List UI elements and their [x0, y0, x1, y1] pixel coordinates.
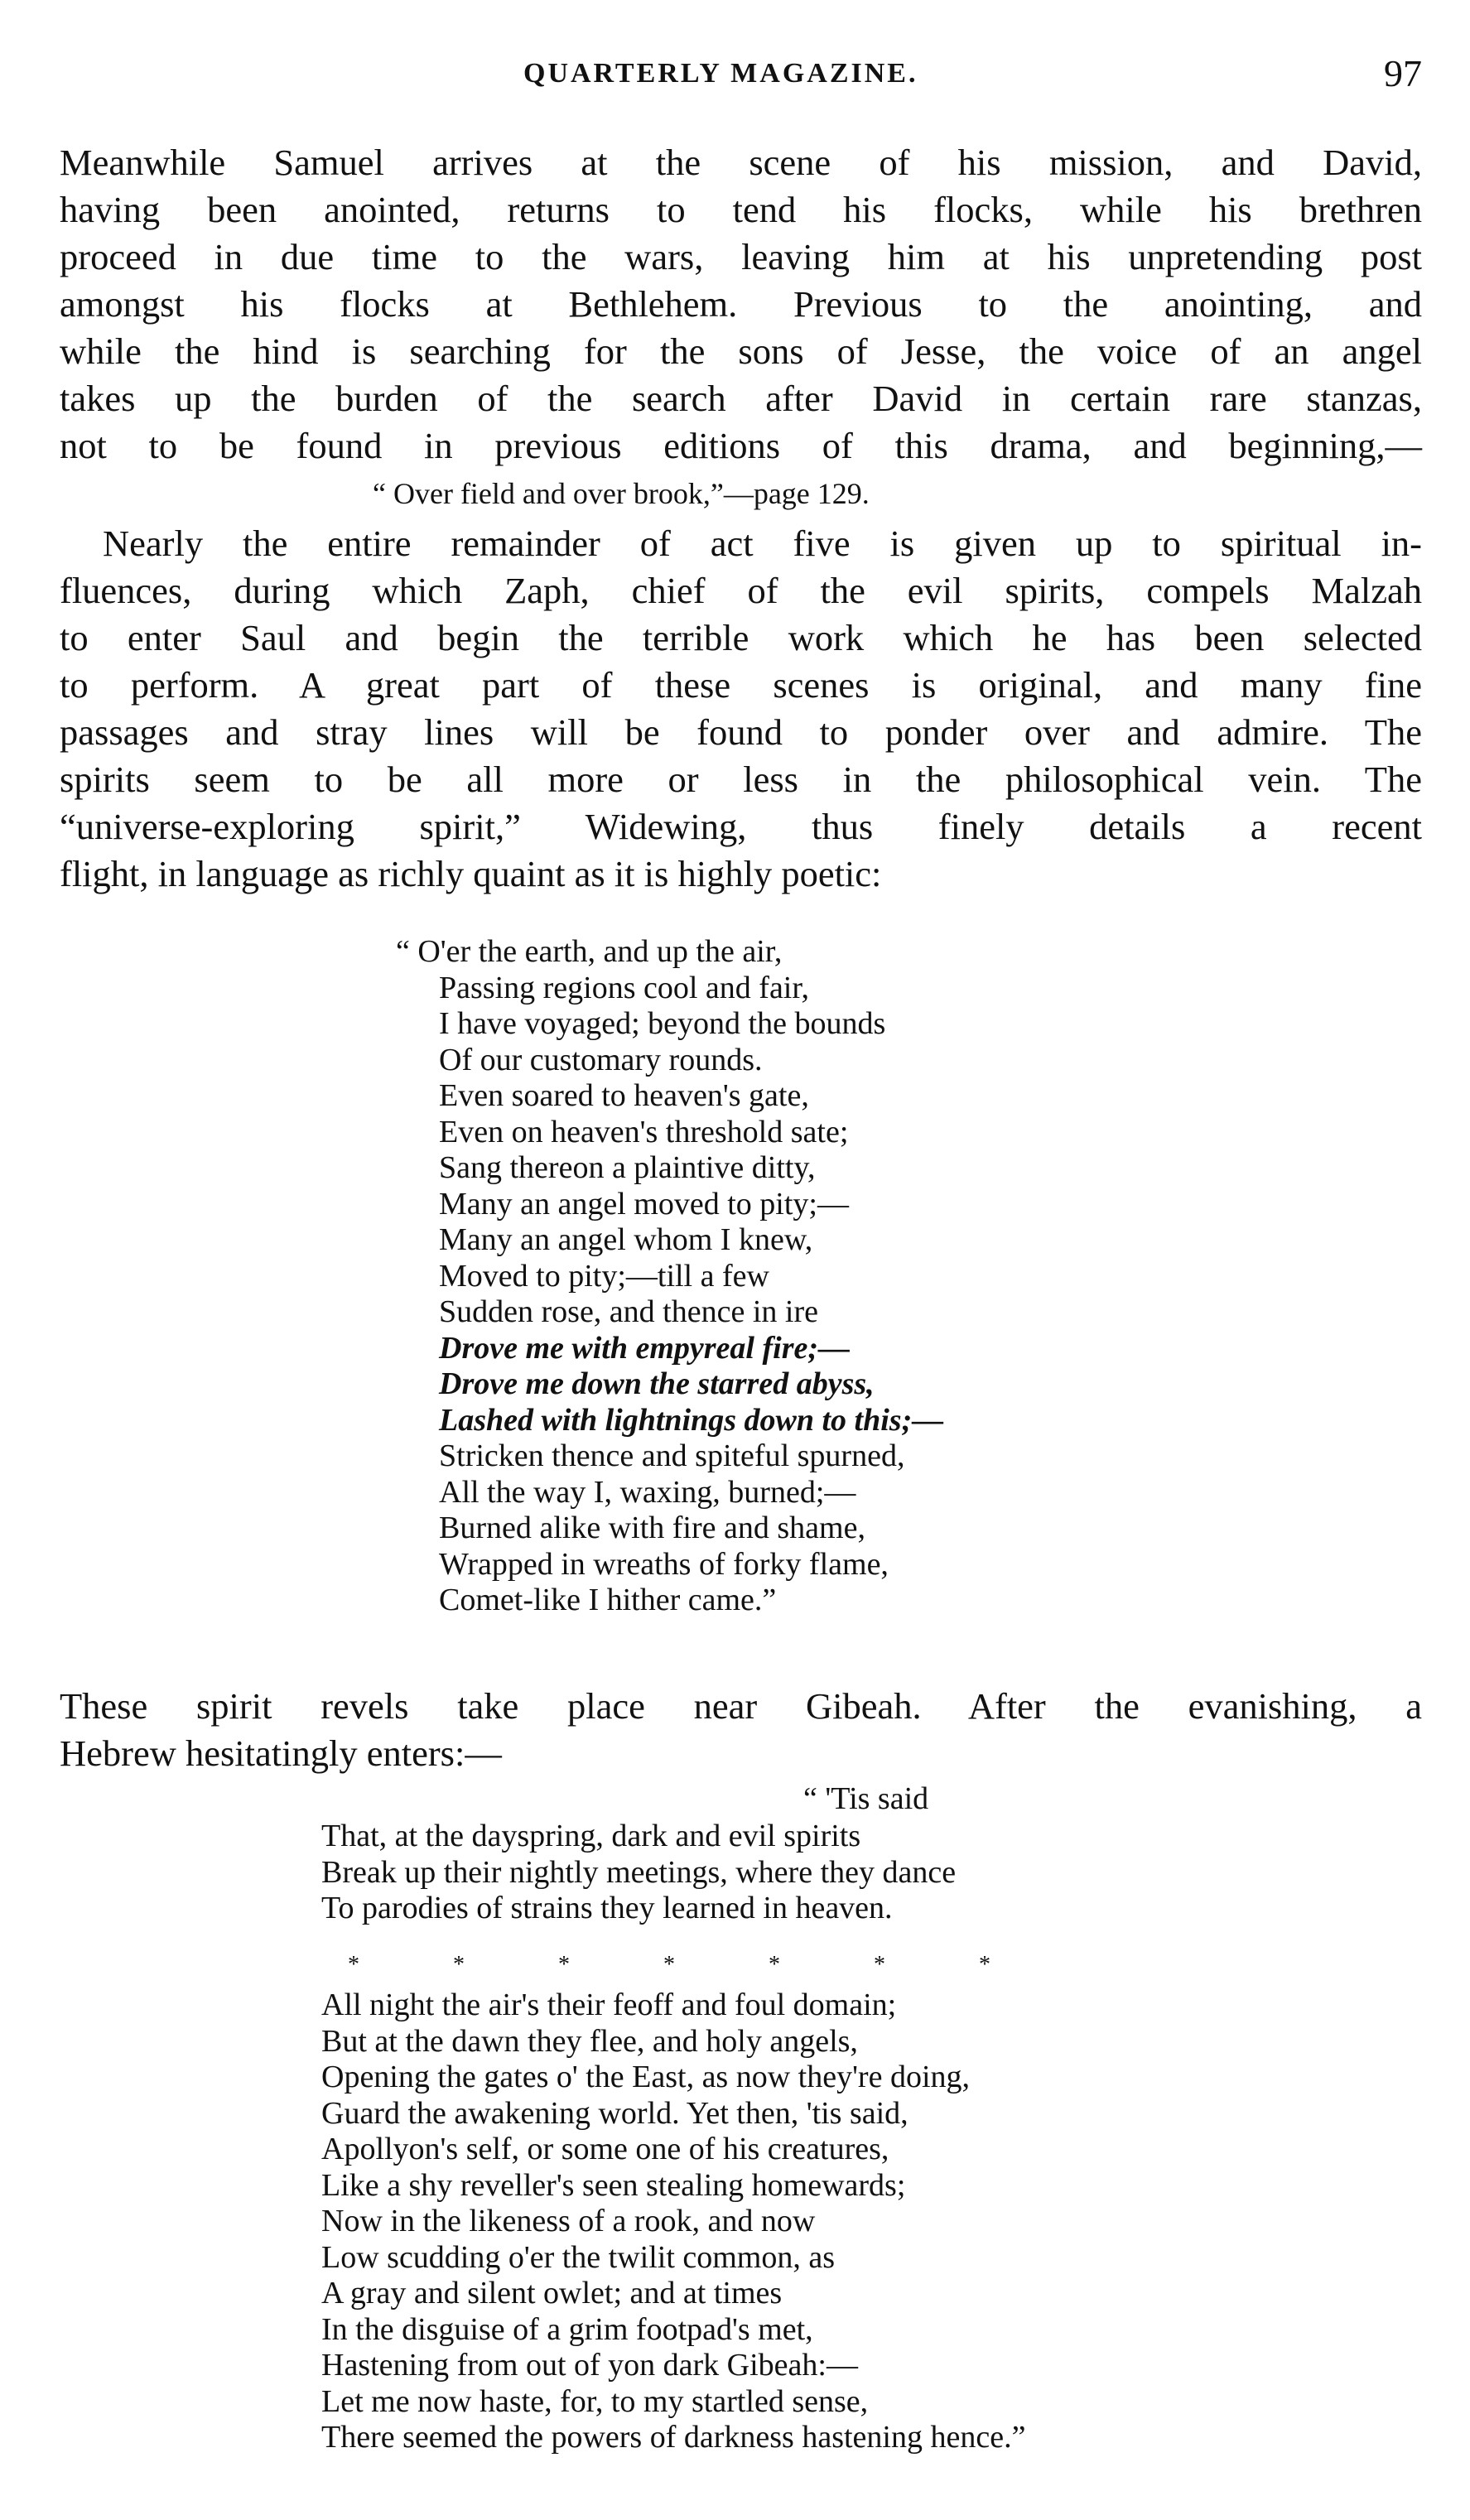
paragraph-samuel	[60, 139, 1422, 470]
text-line: having been anointed, returns to tend his flocks, while his brethren	[60, 189, 1422, 230]
star-mark: *	[874, 1952, 885, 1978]
text-line: “universe-exploring spirit,” Widewing, thus finely details a recent	[60, 806, 1422, 847]
text-line: These spirit revels take place near Gibeah. After the evanishing, a	[60, 1685, 1422, 1727]
verse-line: Wrapped in wreaths of forky flame,	[439, 1546, 889, 1582]
verse-line: Burned alike with fire and shame,	[439, 1511, 865, 1545]
ellipsis-stars	[348, 1952, 1093, 1978]
star-mark: *	[453, 1952, 465, 1978]
verse-line: “ O'er the earth, and up the air,	[396, 934, 783, 969]
verse-line: Of our customary rounds.	[439, 1042, 763, 1077]
verse-line: Moved to pity;—till a few	[439, 1258, 769, 1294]
verse-line: Sudden rose, and thence in ire	[439, 1294, 818, 1329]
verse-line: But at the dawn they flee, and holy angels,	[321, 2023, 858, 2059]
verse-line: Guard the awakening world. Yet then, 'tis said,	[321, 2095, 909, 2131]
page-header	[60, 51, 1422, 101]
verse-hebrew-part1	[321, 1819, 956, 1927]
verse-line-italic: Drove me down the starred abyss,	[439, 1366, 875, 1401]
verse-line: Stricken thence and spiteful spurned,	[439, 1438, 905, 1473]
text-line: Meanwhile Samuel arrives at the scene of his mission, and David,	[60, 142, 1422, 183]
text-line: spirits seem to be all more or less in the philosophical vein. The	[60, 759, 1422, 800]
star-mark: *	[663, 1952, 675, 1978]
verse-line: In the disguise of a grim footpad's met,	[321, 2311, 813, 2347]
paragraph-gibeah	[60, 1683, 1422, 1777]
verse-line: Break up their nightly meetings, where they dance	[321, 1854, 957, 1890]
verse-line: Now in the likeness of a rook, and now	[321, 2204, 816, 2238]
verse-lead-line: “ 'Tis said	[803, 1781, 929, 1816]
text-line: takes up the burden of the search after David in certain rare stanzas,	[60, 378, 1422, 419]
text-line: amongst his flocks at Bethlehem. Previous to the anointing, and	[60, 283, 1422, 325]
verse-line: To parodies of strains they learned in heaven.	[321, 1891, 893, 1925]
text-line: passages and stray lines will be found to ponder over and admire. The	[60, 711, 1422, 753]
text-line: not to be found in previous editions of this drama, and beginning,—	[60, 425, 1422, 466]
text-line: Hebrew hesitatingly enters:—	[60, 1732, 502, 1774]
verse-line: Like a shy reveller's seen stealing homewards;	[321, 2167, 906, 2203]
paragraph-spirits	[60, 520, 1422, 898]
verse-line: Many an angel moved to pity;—	[439, 1186, 849, 1221]
star-mark: *	[769, 1952, 780, 1978]
verse-line: A gray and silent owlet; and at times	[321, 2276, 783, 2310]
star-mark: *	[348, 1952, 359, 1978]
verse-line-italic: Drove me with empyreal fire;—	[439, 1330, 851, 1366]
verse-line: Opening the gates o' the East, as now they're doing,	[321, 2060, 971, 2094]
text-line: fluences, during which Zaph, chief of the evil spirits, compels Malzah	[60, 570, 1422, 611]
verse-line: Even on heaven's threshold sate;	[439, 1114, 849, 1149]
verse-line: Hastening from out of yon dark Gibeah:—	[321, 2348, 858, 2383]
star-mark: *	[558, 1952, 570, 1978]
text-line: Nearly the entire remainder of act five is given up to spiritual in-	[103, 523, 1422, 564]
verse-line: All the way I, waxing, burned;—	[439, 1474, 856, 1510]
verse-line: There seemed the powers of darkness hastening hence.”	[321, 2420, 1026, 2455]
verse-hebrew-part2	[321, 1988, 1025, 2456]
verse-line: Many an angel whom I knew,	[439, 1222, 813, 1257]
text-line: flight, in language as richly quaint as it is highly poetic:	[60, 853, 882, 894]
citation-line: “ Over field and over brook,”—page 129.	[373, 477, 870, 510]
verse-line: Let me now haste, for, to my startled sense,	[321, 2383, 869, 2419]
verse-widewing	[396, 934, 944, 1619]
page-number: 97	[1384, 52, 1422, 94]
verse-line: Passing regions cool and fair,	[439, 970, 810, 1005]
verse-line-italic: Lashed with lightnings down to this;—	[439, 1402, 944, 1438]
verse-line: Apollyon's self, or some one of his creatures,	[321, 2132, 889, 2166]
star-mark: *	[979, 1952, 990, 1978]
text-line: proceed in due time to the wars, leaving him at his unpretending post	[60, 236, 1422, 277]
verse-line: I have voyaged; beyond the bounds	[439, 1006, 886, 1041]
verse-line: Even soared to heaven's gate,	[439, 1078, 809, 1113]
text-line: to enter Saul and begin the terrible work which he has been selected	[60, 617, 1422, 658]
text-line: while the hind is searching for the sons of Jesse, the voice of an angel	[60, 330, 1422, 372]
verse-line: Sang thereon a plaintive ditty,	[439, 1150, 816, 1185]
verse-line: All night the air's their feoff and foul domain;	[321, 1988, 897, 2022]
verse-line: Comet-like I hither came.”	[439, 1583, 777, 1617]
verse-line: That, at the dayspring, dark and evil spirits	[321, 1819, 861, 1853]
verse-line: Low scudding o'er the twilit common, as	[321, 2239, 836, 2275]
text-line: to perform. A great part of these scenes is original, and many fine	[60, 664, 1422, 706]
running-head: QUARTERLY MAGAZINE.	[523, 58, 918, 89]
